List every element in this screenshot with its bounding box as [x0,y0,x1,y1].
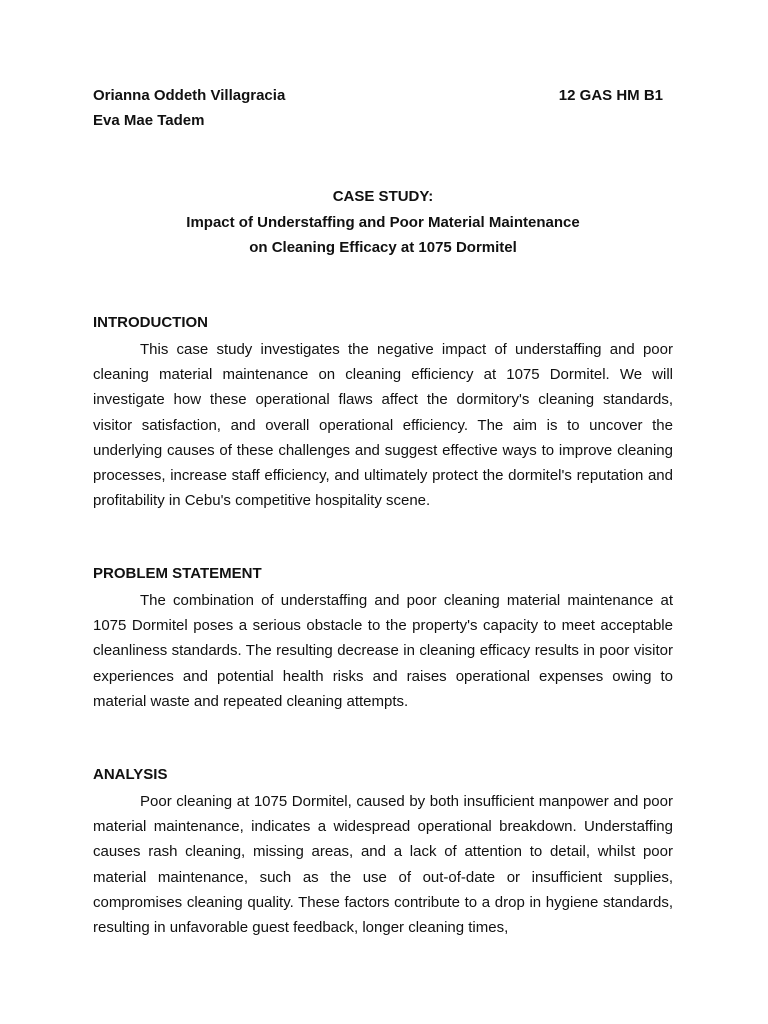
title-block [93,187,673,264]
analysis-section [93,764,673,940]
introduction-body: This case study investigates the negative impact of understaffing and poor cleaning material maintenance on cleaning efficiency at 1075 Dormitel. We will investigate how these operational flaws affect the dormitory's cleaning standards, visitor satisfaction, and overall operational efficiency. The aim is to uncover the underlying causes of these challenges and suggest effective ways to improve cleaning processes, increase staff efficiency, and ultimately protect the dormitel's reputation and profitability in Cebu's competitive hospitality scene. [93,341,673,510]
case-study-label: CASE STUDY: [332,188,434,205]
author-name-2: Eva Mae Tadem [93,112,205,129]
document-header [93,86,673,136]
document-title-line-1: Impact of Understaffing and Poor Material Maintenance [186,213,580,231]
author-name-1: Orianna Oddeth Villagracia [93,87,286,104]
problem-statement-section [93,563,673,714]
introduction-heading: INTRODUCTION [93,314,208,331]
analysis-heading: ANALYSIS [93,766,168,783]
document-title-line-2: on Cleaning Efficacy at 1075 Dormitel [249,239,517,256]
class-section: 12 GAS HM B1 [558,87,663,104]
problem-statement-heading: PROBLEM STATEMENT [93,565,262,582]
analysis-body: Poor cleaning at 1075 Dormitel, caused by both insufficient manpower and poor material maintenance, indicates a widespread operational breakdown. Understaffing causes rash cleaning, missing areas, and a lack of attention to detail, whilst poor material maintenance, such as the use of out-of-date or insufficient supplies, compromises cleaning quality. These factors contribute to a drop in hygiene standards, resulting in unfavorable guest feedback, longer cleaning times, [93,793,673,937]
problem-statement-body: The combination of understaffing and poor cleaning material maintenance at 1075 Dormitel poses a serious obstacle to the property's capacity to meet acceptable cleanliness standards. The resulting decrease in cleaning efficacy results in poor visitor experiences and potential health risks and raises operational expenses owing to material waste and repeated cleaning attempts. [93,592,673,710]
introduction-section [93,312,673,513]
header-row-1 [93,86,673,111]
header-row-2 [93,111,673,136]
